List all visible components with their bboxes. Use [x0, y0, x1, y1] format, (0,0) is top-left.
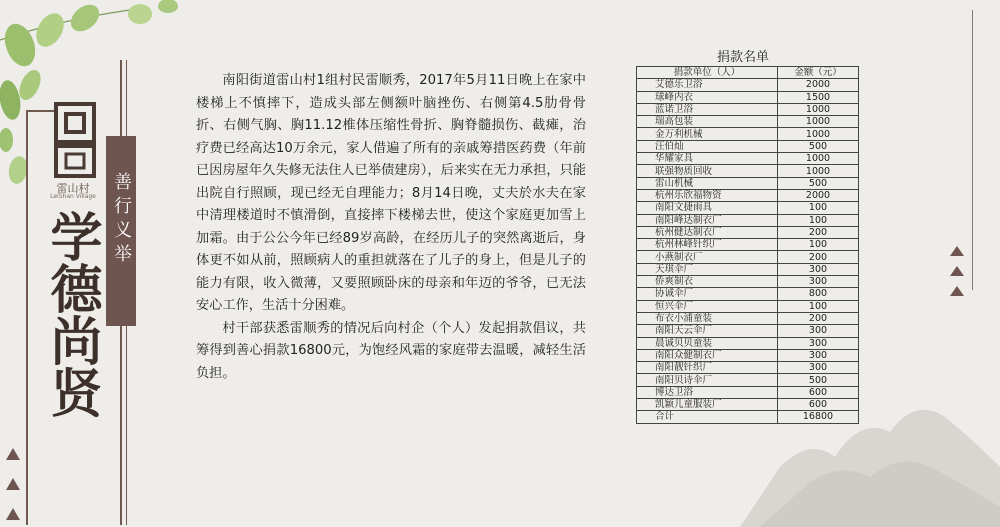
- table-row: [637, 91, 859, 103]
- donation-amount: 1000: [778, 116, 859, 128]
- donor-name: 南阳众健制衣厂: [637, 349, 778, 361]
- article: [196, 70, 586, 385]
- donation-amount: 200: [778, 251, 859, 263]
- donation-amount: 300: [778, 362, 859, 374]
- donation-amount: 300: [778, 325, 859, 337]
- donor-name: 球峰内衣: [637, 91, 778, 103]
- table-row: [637, 140, 859, 152]
- table-row: [637, 374, 859, 386]
- donation-amount: 100: [778, 214, 859, 226]
- triangle-right-decoration: [950, 246, 964, 298]
- donation-amount: 300: [778, 263, 859, 275]
- donations-body: [637, 79, 859, 423]
- table-row: [637, 239, 859, 251]
- donation-amount: 200: [778, 312, 859, 324]
- table-row: [637, 312, 859, 324]
- frame-line-far-right: [972, 10, 973, 290]
- donor-name: 凯颖儿童服装厂: [637, 399, 778, 411]
- donation-amount: 1000: [778, 103, 859, 115]
- donor-name: 汪伯灿: [637, 140, 778, 152]
- table-row: [637, 300, 859, 312]
- table-row: [637, 79, 859, 91]
- donor-name: 华耀家具: [637, 153, 778, 165]
- donor-name: 晨诚贝贝童装: [637, 337, 778, 349]
- donor-name: 杭州健达制衣厂: [637, 226, 778, 238]
- donation-amount: 200: [778, 226, 859, 238]
- donation-amount: 2000: [778, 189, 859, 201]
- table-row: [637, 386, 859, 398]
- village-name: 雷山村: [56, 182, 90, 195]
- donor-name: 雷山机械: [637, 177, 778, 189]
- table-row: [637, 411, 859, 423]
- donation-amount: 16800: [778, 411, 859, 423]
- donation-amount: 100: [778, 300, 859, 312]
- donor-name: 天琪伞厂: [637, 263, 778, 275]
- donor-name: 南阳文捷雨具: [637, 202, 778, 214]
- donation-amount: 300: [778, 337, 859, 349]
- table-row: [637, 288, 859, 300]
- donation-amount: 600: [778, 399, 859, 411]
- donation-amount: 2000: [778, 79, 859, 91]
- donor-name: 合计: [637, 411, 778, 423]
- table-row: [637, 165, 859, 177]
- article-paragraph-2: 村干部获悉雷顺秀的情况后向村企（个人）发起捐款倡议，共筹得到善心捐款16800元，为饱经风霜的家庭带去温暖，减轻生活负担。: [196, 320, 586, 381]
- donor-name: 联强物质回收: [637, 165, 778, 177]
- table-row: [637, 337, 859, 349]
- donation-amount: 1000: [778, 165, 859, 177]
- donor-name: 杭州林峰针织厂: [637, 239, 778, 251]
- donor-name: 南阳天云伞厂: [637, 325, 778, 337]
- donation-amount: 100: [778, 202, 859, 214]
- donor-name: 布衣小浦童装: [637, 312, 778, 324]
- table-row: [637, 251, 859, 263]
- donation-amount: 500: [778, 374, 859, 386]
- donation-amount: 1000: [778, 153, 859, 165]
- donation-amount: 300: [778, 349, 859, 361]
- table-row: [637, 226, 859, 238]
- table-row: [637, 362, 859, 374]
- village-subtitle: LeiShan Village: [50, 193, 96, 200]
- article-paragraph-1: 南阳街道雷山村1组村民雷顺秀，2017年5月11日晚上在家中楼梯上不慎摔下，造成头部左侧额叶脑挫伤、右侧第4.5肋骨骨折、右侧气胸、胸11.12椎体压缩性骨折、胸脊髓损伤、截瘫，治疗费已经高达10万余元，家人借遍了所有的亲戚筹措医药费（年前已因房屋年久失修无法住人已举债建房），后来实在无力承担，只能出院自行照顾，现已经无自理能力；8月14日晚，丈夫於水夫在家中清理楼道时不慎滑倒，直接摔下楼梯去世，使这个家庭更加雪上加霜。由于公公今年已经89岁高龄，在经历儿子的突然离逝后，身体更不如从前，照顾病人的重担就落在了儿子的身上，但是儿子的能力有限，收入微薄，又要照顾卧床的母亲和年迈的爷爷，已无法安心工作，生活十分困难。: [196, 73, 586, 313]
- table-row: [637, 153, 859, 165]
- donation-amount: 1500: [778, 91, 859, 103]
- donor-name: 恒兴伞厂: [637, 300, 778, 312]
- table-row: [637, 189, 859, 201]
- donation-amount: 100: [778, 239, 859, 251]
- donor-name: 蓝诺卫浴: [637, 103, 778, 115]
- table-row: [637, 214, 859, 226]
- donor-name: 南阳贝诗伞厂: [637, 374, 778, 386]
- triangle-left-decoration: [6, 448, 20, 524]
- donation-amount: 500: [778, 177, 859, 189]
- donor-name: 小燕制衣厂: [637, 251, 778, 263]
- table-row: [637, 349, 859, 361]
- header-amount: 金额（元）: [778, 67, 859, 79]
- donor-name: 艾德乐卫浴: [637, 79, 778, 91]
- donation-amount: 600: [778, 386, 859, 398]
- donor-name: 南阳峰达制衣厂: [637, 214, 778, 226]
- table-row: [637, 128, 859, 140]
- donation-amount: 1000: [778, 128, 859, 140]
- table-row: [637, 325, 859, 337]
- table-header-row: [637, 67, 859, 79]
- donor-name: 杭州乐欣福物资: [637, 189, 778, 201]
- table-row: [637, 116, 859, 128]
- table-row: [637, 103, 859, 115]
- table-row: [637, 263, 859, 275]
- donation-amount: 800: [778, 288, 859, 300]
- donations-title: 捐款名单: [716, 50, 769, 65]
- donor-name: 协诚伞厂: [637, 288, 778, 300]
- table-row: [637, 202, 859, 214]
- table-row: [637, 399, 859, 411]
- donations-table: [636, 66, 859, 424]
- header-donor: 捐款单位（人）: [637, 67, 778, 79]
- donation-amount: 300: [778, 276, 859, 288]
- donor-name: 博达卫浴: [637, 386, 778, 398]
- table-row: [637, 177, 859, 189]
- donation-amount: 500: [778, 140, 859, 152]
- table-row: [637, 276, 859, 288]
- page-title: 学德尚贤: [41, 210, 102, 418]
- donor-name: 金万利机械: [637, 128, 778, 140]
- donor-name: 瑞高包装: [637, 116, 778, 128]
- frame-line-left: [26, 110, 28, 525]
- donor-name: 侨爽制衣: [637, 276, 778, 288]
- donor-name: 南阳靓针织厂: [637, 362, 778, 374]
- banner-label: 善行义举: [111, 172, 132, 268]
